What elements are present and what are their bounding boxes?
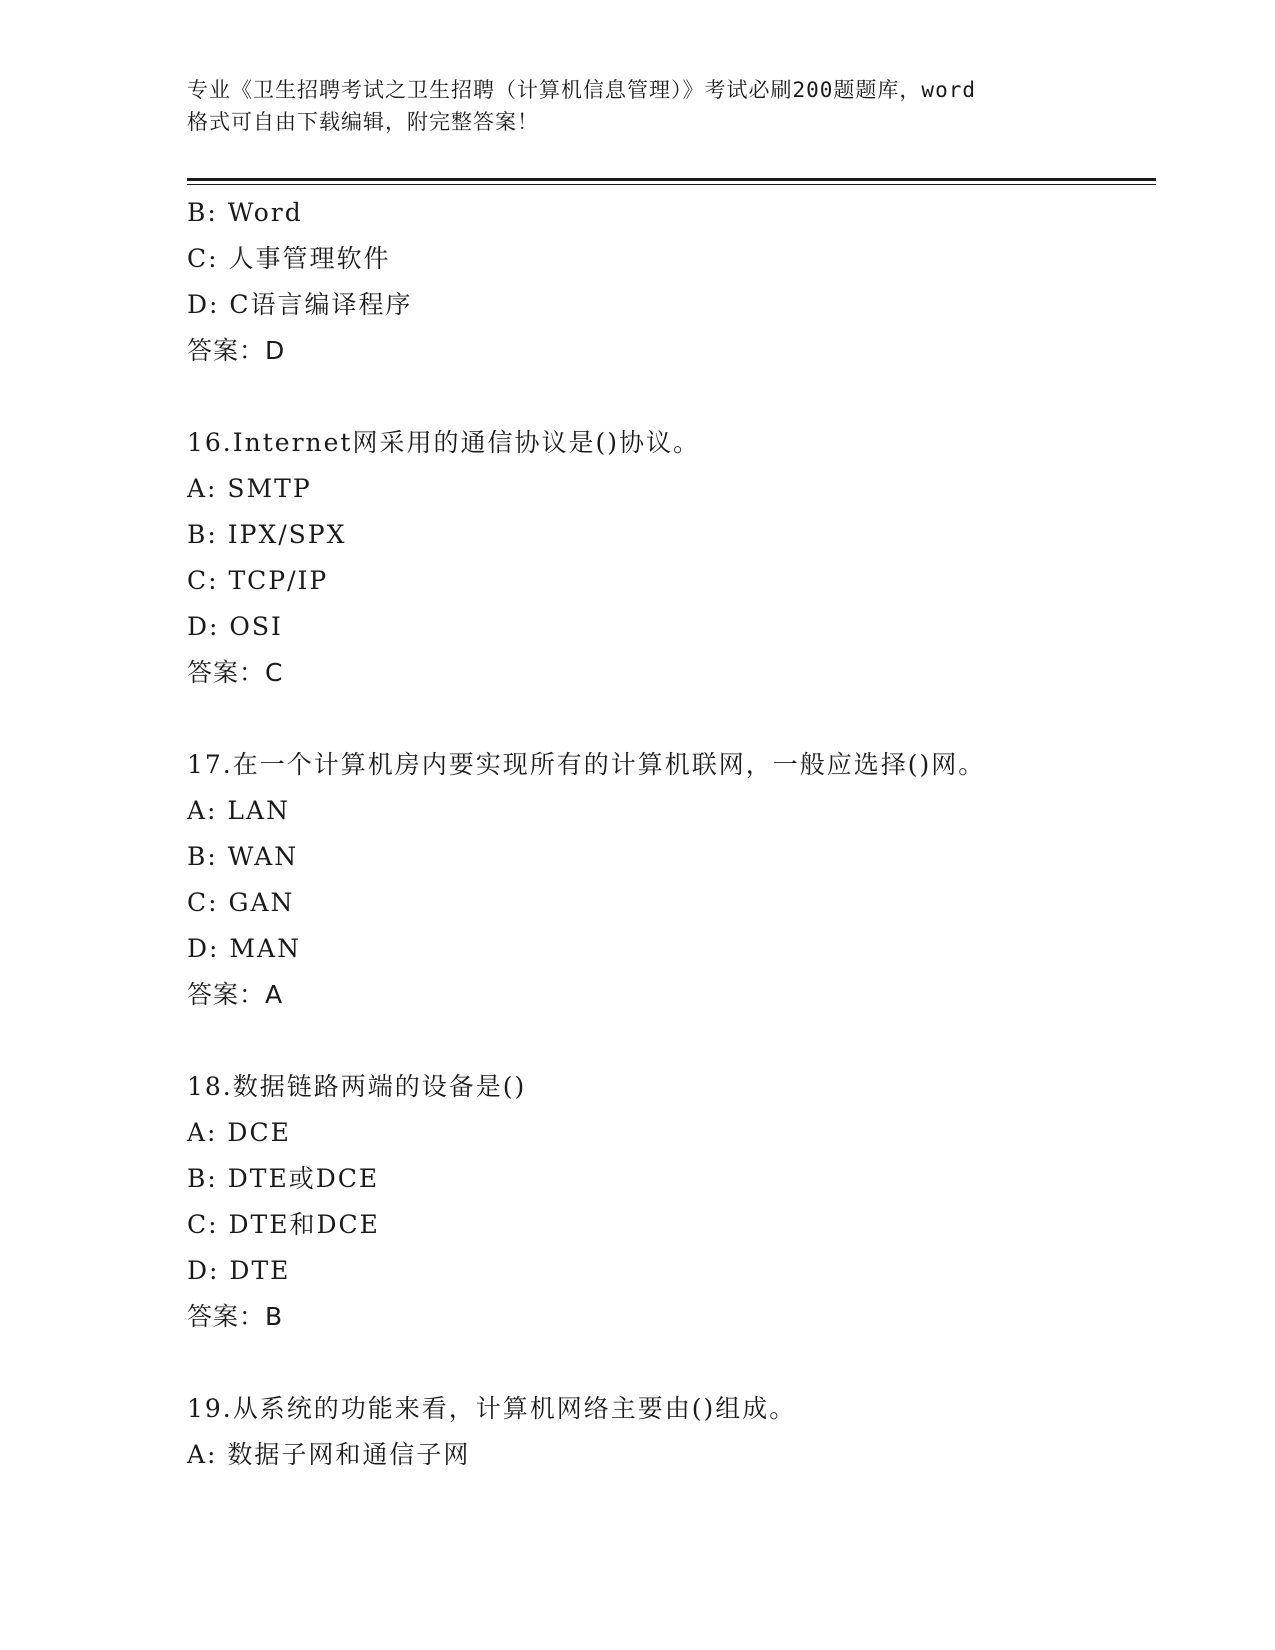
answer-line: 答案：B [187, 1302, 284, 1331]
answer-line: 答案：D [187, 336, 286, 365]
question-stem: 16.Internet网采用的通信协议是()协议。 [187, 428, 700, 457]
option-b: B: Word [187, 198, 303, 227]
question-stem: 17.在一个计算机房内要实现所有的计算机联网，一般应选择()网。 [187, 750, 986, 779]
answer-line: 答案：C [187, 658, 284, 687]
header-line-2: 格式可自由下载编辑，附完整答案！ [187, 110, 539, 134]
spacer [187, 1018, 1167, 1064]
header-divider-thin [187, 184, 1156, 185]
answer-line: 答案：A [187, 980, 284, 1009]
option-a: A: 数据子网和通信子网 [187, 1440, 471, 1469]
question-18 [187, 1064, 1167, 1340]
header-line-1: 专业《卫生招聘考试之卫生招聘（计算机信息管理）》考试必刷200题题库，word [187, 78, 976, 102]
option-c: C: DTE和DCE [187, 1210, 380, 1239]
question-stem: 18.数据链路两端的设备是() [187, 1072, 527, 1101]
option-d: D: DTE [187, 1256, 291, 1285]
option-b: B: IPX/SPX [187, 520, 347, 549]
option-b: B: WAN [187, 842, 299, 871]
option-a: A: LAN [187, 796, 290, 825]
question-stem: 19.从系统的功能来看，计算机网络主要由()组成。 [187, 1394, 797, 1423]
question-19 [187, 1386, 1167, 1478]
option-c: C: 人事管理软件 [187, 244, 391, 273]
option-a: A: SMTP [187, 474, 312, 503]
option-a: A: DCE [187, 1118, 291, 1147]
document-header [187, 74, 1087, 138]
question-15-continued [187, 190, 1167, 374]
question-16 [187, 420, 1167, 696]
option-d: D: MAN [187, 934, 301, 963]
spacer [187, 374, 1167, 420]
option-d: D: C语言编译程序 [187, 290, 413, 319]
option-c: C: GAN [187, 888, 295, 917]
option-b: B: DTE或DCE [187, 1164, 380, 1193]
header-divider-thick [187, 178, 1156, 181]
question-list [187, 190, 1167, 1478]
spacer [187, 1340, 1167, 1386]
option-c: C: TCP/IP [187, 566, 329, 595]
spacer [187, 696, 1167, 742]
question-17 [187, 742, 1167, 1018]
option-d: D: OSI [187, 612, 283, 641]
